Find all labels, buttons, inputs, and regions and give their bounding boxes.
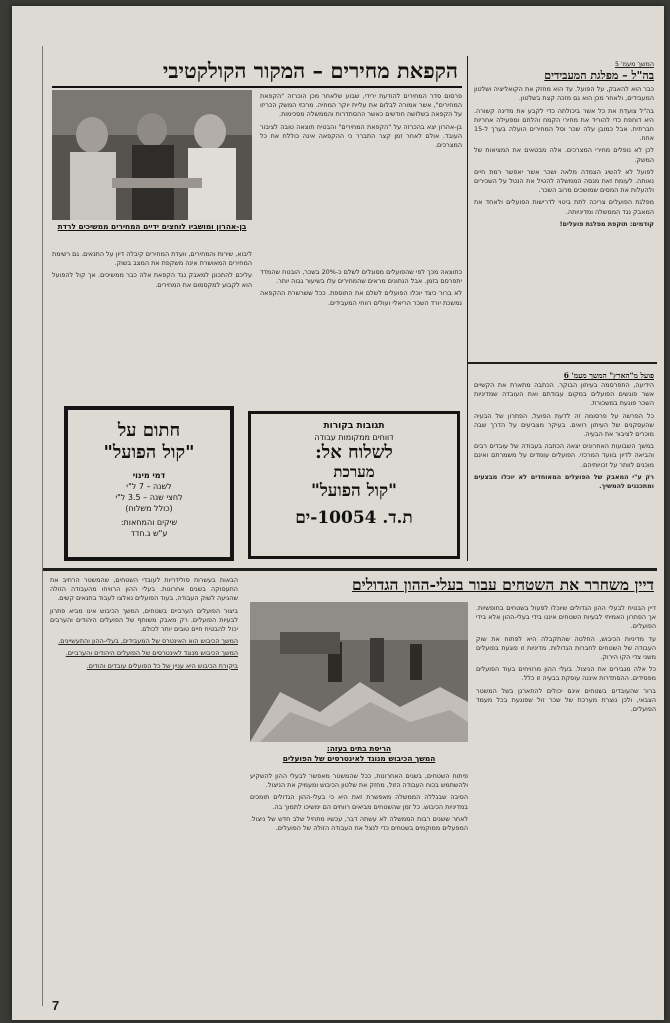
lower-caption-text: המשך הכיבוש מנוגד לאינטרסים של הפועלים: [282, 754, 436, 763]
haaretz-paragraph: במשך השבועות האחרונים יצאה הכתבה בעבודה של עובדים רבים והביאה לדיון בוועד המרכזי. הפועלים עומדים על משמרתם ואינם מוכנים לוותר על זכויותיהם.: [474, 442, 654, 469]
haaretz-paragraph: כל הפרשה על פרסומה זה לדעת הפועל, הפתרון של הבעיה שהעסקנים של העיתון רואים. בעיקר מצביעים על הדרך שבה מוכרים לציבור את הבעיה.: [474, 411, 654, 439]
haaretz-paragraph: הידיעה, התפרסמה בעיתון הבוקר. הכתבה מתארת את הקשיים אשר פוגשים הפועלים במקום עבודתם ואת העובדה שמדיניות השכר פוגעת במשכורת.: [474, 381, 654, 408]
haaretz-footer: רק ע"י המאבק של הפועלים המאוחדים לא יוכלו מבצעים ומתכננים להמשיך.: [474, 472, 654, 491]
lower-paragraph: הסיבה שבגללה הממשלה מאפשרת זאת היא כי בעלי-ההון הגדולים תומכים במדיניות הכיבוש. כל זמן שהשטחים מביאים רווחים הם ימשיכו לתמוך בה.: [250, 793, 468, 811]
bahal-paragraph: מפלגת הפועלים צריכה לתת ביטוי לדרישות הפועלים ולאחד את המאבק נגד הממשלה ומדיניותה.: [474, 198, 654, 216]
contact-line2: דווחים ממקומות עבודה: [314, 433, 394, 442]
feature-paragraph: עליכם להתכונן למאבק נגד הקפאת אלה כבר ממשיכים. אך קול להפועל הוא לקבוע למקסמום את המחירים.: [52, 271, 252, 289]
section-divider: [42, 568, 657, 571]
lower-paragraph: כל אלה מגבירים את הניצול. בעלי ההון מרוויחים בעוד הפועלים מפסידים. ההסתדרות איננה עוסקת בבעיה זו כלל.: [476, 665, 656, 683]
lower-paragraph: פיתוח השטחים, בשנים האחרונות, ככל שהמשטר מאפשר לבעלי ההון להשקיע ולהשתמש בכוח העבודה הזול, מחזק את שלטון הכיבוש ומעמיק את הניצול.: [250, 772, 468, 790]
lower-paragraph: לאחר ששנים רבות הממשלה לא עשתה דבר, עכשיו מתחיל שלב חדש של ניצול. המפעלים ממוקמים בשטחים כדי לנצל את העבודה הזולה של הפועלים.: [250, 814, 468, 833]
subscribe-contact-name: ע"ש ג.חדד: [130, 529, 168, 538]
bahal-paragraph: לכן לא נופלים מחירי המצרכים. אלה מבטאים את המציאות של המשק.: [474, 146, 654, 164]
feature-paragraph: ליבוא, שירות והמחירים, וועדת המחירים קיבלה דיון על התנאים. גם רשימת המחירים המאושרת אינה משקפת את המצב בשוק.: [52, 250, 252, 268]
page-number: 7: [52, 998, 60, 1013]
lower-paragraph: דיין הבטיח לבעלי ההון הגדולים שיוכלו לפעול בשטחים בחופשיות. אך הפתרון האמיתי לבעיות השטחים איננו בידי בעלי-ההון אלא בידי הפועלים.: [476, 604, 656, 631]
contact-pobox: ת.ד. 10054-ים: [295, 508, 413, 528]
feature-text-left: [52, 250, 252, 390]
subscribe-title-line2: "קול הפועל": [103, 442, 195, 463]
lower-paragraph: ברור שהעובדים בשטחים אינם יכולים להתארגן בשל המשטר הצבאי, ולכן נוצרת מערכת של שכר זול שפוגעת בכל מעמד הפועלים.: [476, 686, 656, 714]
subscribe-price-half: לחצי שנה – 3.5 ל"י: [115, 493, 183, 502]
contact-ad-box: [248, 411, 460, 559]
subscribe-contact-label: שיקים והמחאות:: [120, 518, 178, 527]
bahal-paragraph: לפועל לא להשיג הצמדה מלאה ושכר אשר יאפשר רמת חיים נאותה. לעומת זאת מנסה הממשלה להטיל את הנטל על השכירים ולהעלות את המסים שמושכים מרוב השכר.: [474, 167, 654, 195]
bahal-column: [474, 60, 654, 360]
lower-photo: [250, 602, 468, 742]
lower-paragraph: ביצור הפועלים הערביים בשטחים, המשך הכיבוש אינו מביא פתרון לבעיות הפועלים. רק מאבק משותף של הפועלים היהודים והערבים יכול להבטיח חיים טובים יותר לכולם.: [50, 606, 238, 634]
contact-line3: לשלוח אל:: [315, 442, 393, 463]
feature-headline: הקפאת מחירים – המקור הקולקטיבי: [162, 58, 458, 83]
subscribe-price-note: (כולל משלוח): [125, 504, 173, 513]
haaretz-column: [474, 370, 654, 556]
feature-paragraph: פרסום סדר המחירים להודעת ירידי, שבוע שלאחר מכן הוכרזה "הקפאת המחירים", אשר אמורה לבלום את עליית יוקר המחיה. מרכזי המשק הכריזו על הקפאה בשלושה חודשים כאשר ההסתדרות והממשלה מסכימות.: [260, 92, 462, 119]
feature-text-mid: [260, 268, 462, 390]
divider: [467, 362, 657, 364]
feature-photo-caption: בן-אהרון ומושביו לוחצים ידיים המחירים ממשיכים לרדת: [57, 222, 247, 231]
lower-paragraph: הבאות בעשרות סולידריות לעובדי השטחים, שהמשטר הרחיב את התעסוקה בשנים אחרונות. בעלי ההון הרוויחו מהעבודה הזולה שהגיעה לשוק העבודה, בעוד הפועלים נאלצו לעבוד בתנאים קשים.: [50, 576, 238, 603]
lower-photo-caption: [250, 744, 468, 766]
bahal-headline: בה"ל – מפלגת המעבידים: [544, 69, 654, 83]
lower-headline-bar: [240, 572, 656, 600]
lower-paragraph: ביקורת הכיבוש היא עניין של כל הפועלים עובדים והודים.: [86, 661, 238, 670]
lower-middle-column: [250, 772, 468, 1002]
lower-paragraph: המשך הכיבוש הוא האינטרס של המעבידים, בעלי-ההון והתעשיינים.: [58, 637, 238, 646]
newspaper-page: [12, 6, 664, 1020]
contact-line1: תגובות בקורות: [323, 421, 385, 431]
subscribe-price-label: דמי מינוי: [132, 471, 166, 480]
feature-paragraph: לא ברור כיצד יוכלו הפועלים לשלם את התוספת. ככל ששרשרת ההקפאה נמשכת יורד השכר הריאלי ועולים רווחי המעבידים.: [260, 289, 462, 307]
bahal-paragraph: כבר הוא להאבק, על הפועל. עד הוא מחזק את הקואליציה ושלטון המעבידים, ולאחר מכן הוא גם מזכה קצת בשלטון.: [474, 85, 654, 103]
lower-paragraph: עד מדיניות הכיבוש, החלטה שהתקבלה היא לפתוח את שוק העבודה של השטחים לחברות הגדולות. מדיניות זו פוגעת בפועלים משני צדי הקו הירוק.: [476, 634, 656, 662]
feature-paragraph: בן-אהרון יצא בהכרזה על "הקפאת המחירים" והבטיח תוצאה טובה לציבור העובד. אולם לאחר זמן קצר התברר כי ההקפאה אינה כוללת את כל המצרכים.: [260, 122, 462, 150]
lower-right-column: [476, 604, 656, 1004]
margin-rule: [42, 46, 43, 1006]
continued-kicker: המשך מעמ' 5: [614, 60, 654, 68]
people-photo-image: [52, 90, 252, 220]
demolition-photo-image: [250, 602, 468, 742]
subscribe-price-year: לשנה – 7 ל"י: [126, 482, 172, 491]
feature-headline-bar: [52, 56, 462, 88]
lower-caption-title: הריסת בתים בעזה:: [326, 744, 392, 753]
lower-paragraph: המשך הכיבוש מנוגד לאינטרסים של הפועלים היהודים והערביים.: [65, 649, 238, 658]
column-rule: [467, 56, 468, 561]
contact-line5: "קול הפועל": [311, 481, 397, 501]
feature-paragraph: כתוצאה מכך לפי שהפועלים מסוגלים לשלם כ-20% בשכר, הובטח שהמדד יתפרסם בזמן. אבל הנתונים מראים שהמחירים עלו בשיעור גבוה יותר.: [260, 268, 462, 286]
subscribe-ad-box: [64, 406, 234, 561]
lower-headline: דיין משחרר את השטחים עבור בעלי-ההון הגדולים: [351, 575, 654, 594]
lower-left-column: [50, 576, 238, 976]
contact-line4: מערכת: [333, 463, 375, 481]
subscribe-title-line1: חתום על: [117, 420, 181, 441]
feature-photo: [52, 90, 252, 220]
haaretz-headline: פועל מ"הארץ" המשך מעמ' 6: [563, 371, 654, 380]
bahal-footer: קודמים: תוקפת מפלגת פועלים!: [559, 219, 654, 228]
feature-text-right: [260, 92, 462, 262]
bahal-paragraph: בה"ל צועדת את כל אשר ביכולתה כדי לקבע את מדינה קשורה. היא דוחפת כדי להוריד את מחירי הקמח והלחם ומפעילה אחריות חברתית. אבל כמובן עלה שכר וסל המחירים הועלה בערך ל-15 אחוז.: [474, 106, 654, 143]
